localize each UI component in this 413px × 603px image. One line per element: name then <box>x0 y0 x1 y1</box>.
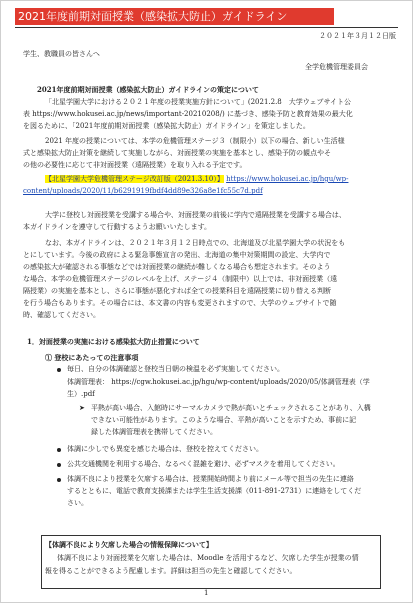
p2-line: の他の必要性に応じて非対面授業（遠隔授業）を取り入れる予定です。 <box>23 161 247 169</box>
p4-line: 隔授業）の実施を基本とし、さらに事態が悪化すれば全ての授業科目を遠隔授業に切り替える判断 <box>23 287 331 295</box>
p3-line: 本ガイドラインを遵守して行動するようお願いいたします。 <box>23 223 212 231</box>
arrow-line: 平熱が高い場合、入館時にサーマルカメラで熱が高いとチェックされることがあり、入構 <box>91 404 371 412</box>
bullet-line: さい。 <box>67 499 88 507</box>
p1-line: 「北星学園大学における２０２１年度の授業実施方針について」(2021.2.8 大学ウェブサイト公 <box>45 98 351 106</box>
bullet-line: 毎日、自分の体調確認と登校当日朝の検温を必ず実施してください。 <box>67 365 284 373</box>
bullet-line: 公共交通機関を利用する場合、なるべく混雑を避け、必ずマスクを着用してください。 <box>67 460 340 468</box>
bullet-line: 体調不良により授業を欠席する場合は、授業開始時間より前にメール等で担当の先生に連絡 <box>67 475 354 483</box>
addressee: 学生、教職員の皆さんへ <box>23 50 100 58</box>
title-rule <box>15 27 398 28</box>
p4-line: 時、確認してください。 <box>23 311 100 319</box>
stage-link-row <box>45 175 348 184</box>
p3-line: 大学に登校し対面授業を受講する場合や、対面授業の前後に学内で遠隔授業を受講する場合は、 <box>45 211 346 219</box>
p4-line: な場合、本学の危機管理ステージのレベルを上げ、ステージ４（制限中）以上では、非対面授業（遠 <box>23 275 338 283</box>
p1-line: 表 https://www.hokusei.ac.jp/news/important-20210208/) に基づき、感染予防と教育効果の最大化 <box>23 110 353 118</box>
bullet-icon <box>57 368 61 372</box>
info-box-line: 体調不良により対面授業を欠席した場合は、Moodle を活用するなど、欠席した学生が授業の情 <box>57 554 359 562</box>
info-box-line: 報を得ることができるよう配慮します。詳細は担当の先生と確認してください。 <box>45 567 297 575</box>
health-sheet-line[interactable]: 生）.pdf <box>67 390 95 398</box>
bullet-icon <box>57 448 61 452</box>
arrow-bullet-icon: ➤ <box>79 404 85 412</box>
info-box-heading: 【体調不良により欠席した場合の情報保障について】 <box>45 540 213 549</box>
issuer: 全学危機管理委員会 <box>305 63 368 71</box>
p2-line: 式と感染拡大防止対策を継続して実施しながら、対面授業の実施を基本とし、感染予防の観点やそ <box>23 149 331 157</box>
bullet-icon <box>57 478 61 482</box>
p2-line: 2021 年度の授業については、本学の危機管理ステージ３（制限小）以下の場合、新しい生活様 <box>45 137 345 145</box>
p4-line: を行う場合もあります。その場合には、本文書の内容も変更されますので、大学のウェブサイトで随 <box>23 299 337 307</box>
p4-line: なお、本ガイドラインは、２０２１年３月１２日時点での、北海道及び北星学園大学の状況をも <box>45 239 346 247</box>
arrow-line: 録した体調管理表を携帯してください。 <box>91 428 217 436</box>
bullet-line: するとともに、電話で教育支援課または学生生活支援課（011-891-2731）に連絡をしてくだ <box>67 487 362 495</box>
bullet-line: 体調に少しでも異変を感じた場合は、登校を控えてください。 <box>67 445 263 453</box>
stage-link-url-2[interactable]: content/uploads/2020/11/b6291919fbdf4dd89e326a8e1fc55c7d.pdf <box>23 187 263 195</box>
stage-link-label: 【北星学園大学危機管理ステージ改訂版（2021.3.10）】 <box>45 175 224 183</box>
p4-line: とにしています。今後の政府による緊急事態宣言の発出、北海道の集中対策期間の設定、大学内で <box>23 251 331 259</box>
section0-heading: 2021年度前期対面授業（感染拡大防止）ガイドラインの策定について <box>37 85 259 94</box>
p4-line: の感染拡大が確認される事態などでは対面授業の継続が難しくなる場合も想定されます。そのよう <box>23 263 331 271</box>
issue-date: ２０２１年３月１２日版 <box>319 32 396 40</box>
health-sheet-line[interactable]: 体調管理表： https://cgw.hokusei.ac.jp/hgu/wp-content/uploads/2020/05/体調管理表（学 <box>67 378 370 386</box>
document-title: 2021年度前期対面授業（感染拡大防止）ガイドライン <box>15 8 334 25</box>
p1-line: を図るために、「2021年度前期対面授業（感染拡大防止）ガイドライン」を策定しました。 <box>23 122 310 130</box>
page-number: 1 <box>204 589 209 597</box>
arrow-line: できない可能性があります。このような場合、平熱が高いことを示すため、事前に記 <box>91 416 357 424</box>
bullet-icon <box>57 463 61 467</box>
stage-link-url-1[interactable]: https://www.hokusei.ac.jp/hgu/wp- <box>226 175 349 183</box>
section1-heading: 1．対面授業の実施における感染拡大防止措置について <box>27 337 200 346</box>
subsection-heading: ① 登校にあたっての注意事項 <box>45 353 139 362</box>
